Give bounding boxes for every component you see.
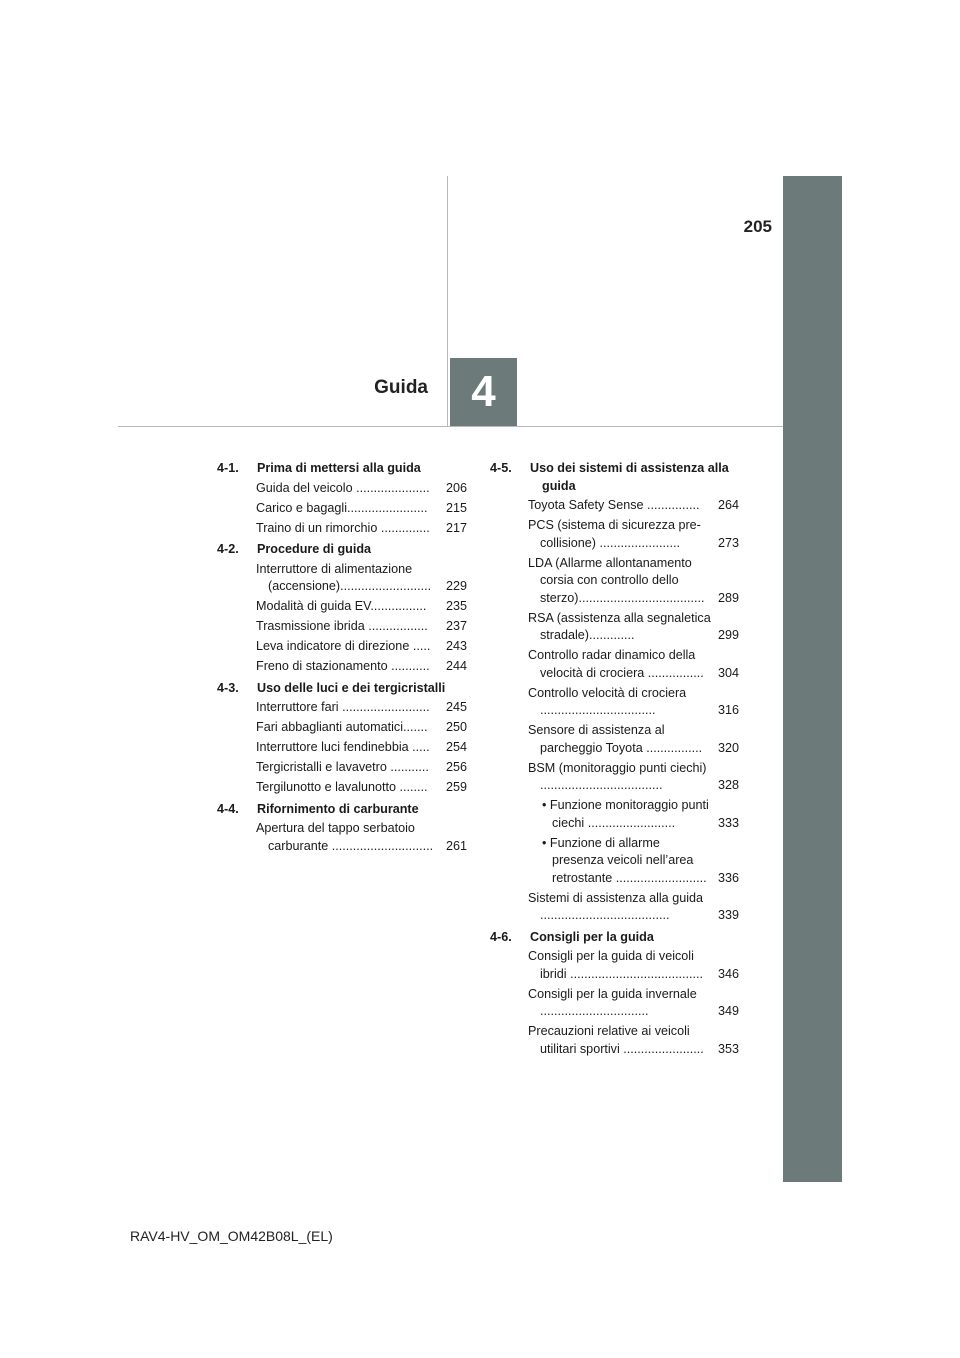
toc-sub-entry[interactable] bbox=[490, 835, 739, 888]
toc-entry-page: 320 bbox=[717, 740, 739, 755]
toc-entry-text: RSA (assistenza alla segnaletica stradale)............. bbox=[528, 610, 711, 642]
toc-entry-page: 273 bbox=[717, 535, 739, 550]
toc-entry-text: Controllo radar dinamico della velocità di crociera ................ bbox=[528, 648, 704, 680]
header-horizontal-rule bbox=[118, 426, 783, 427]
toc-entry-text: • Funzione di allarme presenza veicoli nell’area retrostante .......................... bbox=[540, 835, 713, 888]
toc-entry[interactable] bbox=[217, 658, 467, 676]
toc-entry-text: Tergicristalli e lavavetro ........... bbox=[256, 760, 429, 774]
toc-entry-text: Carico e bagagli....................... bbox=[256, 500, 428, 515]
toc-entry-text: Toyota Safety Sense ............... bbox=[528, 498, 700, 512]
toc-entry-text: BSM (monitoraggio punti ciechi) ................................... bbox=[528, 760, 707, 792]
toc-entry-text: Interruttore luci fendinebbia ..... bbox=[256, 740, 430, 754]
toc-entry-page: 328 bbox=[717, 778, 739, 792]
toc-entry[interactable] bbox=[490, 685, 739, 720]
toc-section-title: Rifornimento di carburante bbox=[257, 801, 419, 816]
toc-entry-text: Precauzioni relative ai veicoli utilitari sportivi ....................... bbox=[528, 1024, 704, 1056]
toc-section-heading bbox=[490, 460, 739, 495]
toc-entry[interactable] bbox=[217, 759, 467, 777]
toc-entry-page: 339 bbox=[717, 908, 739, 922]
toc-entry-text: LDA (Allarme allontanamento corsia con controllo dello sterzo).................................... bbox=[528, 555, 705, 605]
toc-entry-page: 259 bbox=[445, 780, 467, 794]
chapter-number-box bbox=[450, 358, 517, 426]
toc-entry[interactable] bbox=[490, 986, 739, 1021]
footer-code: RAV4-HV_OM_OM42B08L_(EL) bbox=[130, 1228, 333, 1244]
toc-entry[interactable] bbox=[490, 890, 739, 925]
toc-entry-text: • Funzione monitoraggio punti ciechi ......................... bbox=[540, 797, 713, 832]
toc-entry-text: Interruttore di alimentazione (accensione).......................... bbox=[256, 561, 432, 593]
chapter-side-tab bbox=[783, 176, 842, 1182]
toc-entry-page: 217 bbox=[445, 520, 467, 535]
toc-entry-page: 206 bbox=[445, 480, 467, 495]
toc-entry[interactable] bbox=[490, 1023, 739, 1058]
toc-entry-text: Modalità di guida EV................ bbox=[256, 599, 427, 613]
toc-entry-page: 245 bbox=[445, 700, 467, 714]
toc-section-heading bbox=[217, 801, 467, 819]
toc-section-title: Consigli per la guida bbox=[530, 929, 654, 944]
toc-entry[interactable] bbox=[217, 561, 467, 596]
toc-entry-text: Trasmissione ibrida ................. bbox=[256, 619, 428, 633]
toc-entry-page: 289 bbox=[717, 590, 739, 605]
toc-entry[interactable] bbox=[217, 719, 467, 737]
toc-entry-text: Guida del veicolo ..................... bbox=[256, 480, 430, 495]
toc-entry-page: 264 bbox=[717, 498, 739, 512]
chapter-number: 4 bbox=[471, 367, 496, 416]
toc-entry-page: 299 bbox=[717, 628, 739, 642]
toc-right-column bbox=[490, 460, 739, 1061]
toc-entry-text: Freno di stazionamento ........... bbox=[256, 659, 430, 673]
toc-entry-page: 215 bbox=[445, 500, 467, 515]
toc-entry-text: Traino di un rimorchio .............. bbox=[256, 520, 430, 535]
chapter-title: Guida bbox=[374, 377, 428, 398]
toc-entry-page: 254 bbox=[445, 740, 467, 754]
toc-section-title: Prima di mettersi alla guida bbox=[257, 461, 421, 475]
toc-entry[interactable] bbox=[490, 610, 739, 645]
toc-section-title: Uso dei sistemi di assistenza alla guida bbox=[530, 461, 729, 493]
toc-entry[interactable] bbox=[217, 520, 467, 538]
toc-entry[interactable] bbox=[217, 598, 467, 616]
toc-entry[interactable] bbox=[490, 948, 739, 983]
toc-entry-text: Apertura del tappo serbatoio carburante ............................. bbox=[256, 821, 434, 853]
toc-entry[interactable] bbox=[490, 722, 739, 757]
toc-section-heading bbox=[217, 541, 467, 559]
toc-sub-entry[interactable] bbox=[490, 797, 739, 832]
toc-section-heading bbox=[217, 460, 467, 478]
toc-entry-page: 256 bbox=[445, 760, 467, 774]
toc-entry-page: 235 bbox=[445, 599, 467, 613]
toc-entry-text: Sistemi di assistenza alla guida ..................................... bbox=[528, 890, 704, 922]
toc-section-number: 4-4. bbox=[217, 801, 239, 816]
toc-entry-page: 346 bbox=[717, 966, 739, 981]
toc-entry-page: 261 bbox=[445, 838, 467, 853]
toc-left-column bbox=[217, 460, 467, 858]
toc-entry-text: Fari abbaglianti automatici....... bbox=[256, 720, 428, 734]
toc-entry-text: PCS (sistema di sicurezza pre-collisione) ....................... bbox=[528, 518, 701, 550]
toc-entry[interactable] bbox=[490, 497, 739, 515]
toc-section-number: 4-2. bbox=[217, 542, 239, 556]
toc-entry-page: 316 bbox=[717, 703, 739, 717]
toc-entry-page: 250 bbox=[445, 720, 467, 734]
toc-section-title: Procedure di guida bbox=[257, 542, 372, 556]
toc-entry-text: Interruttore fari ......................... bbox=[256, 700, 430, 714]
toc-entry[interactable] bbox=[217, 480, 467, 498]
toc-entry[interactable] bbox=[490, 647, 739, 682]
toc-section-number: 4-3. bbox=[217, 680, 239, 695]
toc-entry-page: 333 bbox=[717, 815, 739, 830]
toc-entry[interactable] bbox=[217, 779, 467, 797]
toc-section-heading bbox=[490, 929, 739, 947]
toc-entry-page: 353 bbox=[717, 1041, 739, 1056]
toc-entry-page: 243 bbox=[445, 639, 467, 653]
toc-entry-page: 304 bbox=[717, 665, 739, 680]
toc-entry-text: Sensore di assistenza al parcheggio Toyota ................ bbox=[528, 723, 703, 755]
toc-entry[interactable] bbox=[217, 820, 467, 855]
header-vertical-rule bbox=[447, 176, 448, 426]
toc-entry[interactable] bbox=[490, 555, 739, 608]
toc-section-number: 4-6. bbox=[490, 929, 512, 944]
page-number: 205 bbox=[743, 217, 772, 236]
toc-entry-page: 349 bbox=[717, 1004, 739, 1018]
toc-entry-text: Consigli per la guida di veicoli ibridi ...................................... bbox=[528, 949, 704, 981]
toc-section-number: 4-5. bbox=[490, 461, 512, 475]
toc-entry[interactable] bbox=[217, 618, 467, 636]
toc-entry-page: 229 bbox=[445, 579, 467, 593]
toc-entry-page: 237 bbox=[445, 619, 467, 633]
toc-entry-page: 244 bbox=[445, 659, 467, 673]
toc-entry[interactable] bbox=[217, 638, 467, 656]
toc-entry[interactable] bbox=[217, 500, 467, 518]
toc-entry-page: 336 bbox=[717, 870, 739, 885]
toc-entry-text: Leva indicatore di direzione ..... bbox=[256, 639, 431, 653]
toc-entry[interactable] bbox=[217, 699, 467, 717]
toc-section-title: Uso delle luci e dei tergicristalli bbox=[257, 680, 446, 695]
toc-entry-text: Tergilunotto e lavalunotto ........ bbox=[256, 780, 428, 794]
toc-entry[interactable] bbox=[490, 517, 739, 552]
toc-entry[interactable] bbox=[490, 760, 739, 795]
toc-entry-text: Controllo velocità di crociera ................................. bbox=[528, 685, 687, 717]
toc-entry[interactable] bbox=[217, 739, 467, 757]
toc-entry-text: Consigli per la guida invernale ............................... bbox=[528, 986, 697, 1018]
toc-section-number: 4-1. bbox=[217, 461, 239, 475]
toc-section-heading bbox=[217, 680, 467, 698]
